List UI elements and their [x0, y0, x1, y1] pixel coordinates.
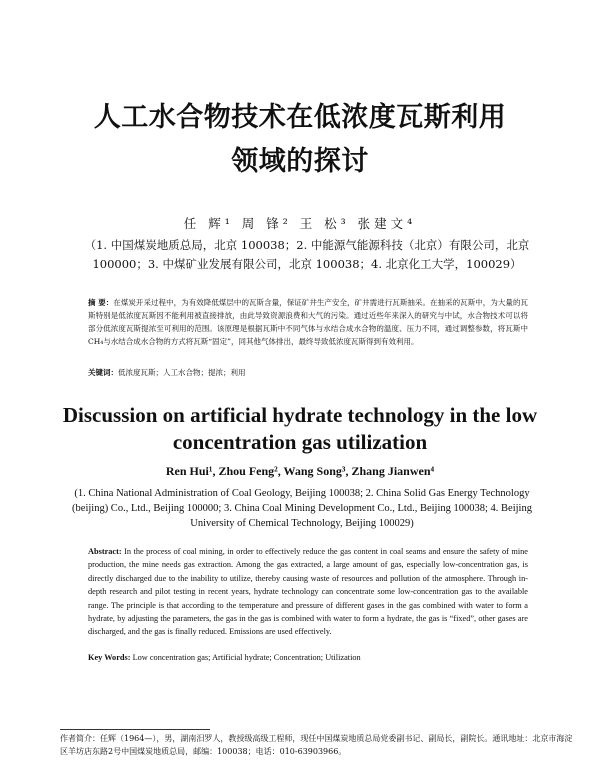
chinese-keywords-label: 关键词：	[88, 368, 118, 377]
english-title	[40, 402, 560, 456]
chinese-title	[40, 96, 560, 184]
english-abstract-label: Abstract:	[88, 547, 122, 556]
chinese-abstract	[88, 296, 528, 348]
author-footnote: 作者简介：任辉（1964—），男，湖南汨罗人，教授级高级工程师，现任中国煤炭地质总局党委副书记、副局长，副院长。通讯地址：北京市海淀区羊坊店东路2号中国煤炭地质总局，邮编：100038；电话：010-63903966。	[60, 734, 573, 756]
english-keywords-text: Low concentration gas; Artificial hydrate; Concentration; Utilization	[132, 653, 361, 662]
chinese-title-line-2: 领域的探讨	[231, 146, 369, 177]
english-keywords-label: Key Words:	[88, 653, 131, 662]
chinese-authors: 任 辉¹ 周 锋² 王 松³ 张建文⁴	[183, 216, 417, 231]
english-title-line-1: Discussion on artificial hydrate technology in the low	[62, 403, 538, 427]
chinese-abstract-text: 在煤炭开采过程中，为有效降低煤层中的瓦斯含量，保证矿井生产安全，矿井需进行瓦斯抽采。在抽采的瓦斯中，为大量的瓦斯特别是低浓度瓦斯因不能利用被直接排放，由此导致资源浪费和大气的污染。通过近些年来深入的研究与中试，水合物技术可以将部分低浓度瓦斯提浓至可利用的范围。该原理是根据瓦斯中不同气体与水结合成水合物的温度、压力不同，通过调整参数，将瓦斯中CH₄与水结合成水合物的方式将瓦斯“固定”，同其他气体排出，最终导致低浓度瓦斯得到有效利用。	[88, 298, 528, 346]
english-title-line-2: concentration gas utilization	[172, 430, 428, 454]
english-keywords	[88, 653, 528, 662]
chinese-affiliations: （1. 中国煤炭地质总局，北京 100038；2. 中能源气能源科技（北京）有限公司，北京 100000；3. 中煤矿业发展有限公司，北京 100038；4. 北京化工大学，100029）	[84, 238, 530, 271]
english-affiliations: (1. China National Administration of Coal Geology, Beijing 100038; 2. China Solid Gas Energy Technology (beijing) Co., Ltd., Beijing 100000; 3. China Coal Mining Development Co., Ltd., Beijing 100038; 4. Beijing University of Chemical Technology, Beijing 100029)	[72, 488, 532, 529]
english-authors: Ren Hui¹, Zhou Feng², Wang Song³, Zhang Jianwen⁴	[165, 464, 435, 478]
chinese-title-line-1: 人工水合物技术在低浓度瓦斯利用	[93, 102, 507, 133]
english-abstract	[88, 545, 528, 639]
chinese-abstract-label: 摘 要：	[88, 298, 114, 307]
chinese-keywords-text: 低浓度瓦斯；人工水合物；提浓；利用	[118, 368, 246, 377]
chinese-keywords	[88, 366, 528, 379]
english-abstract-text: In the process of coal mining, in order to effectively reduce the gas content in coal seams and ensure the safety of mine production, the mine needs gas extraction. Among the gas extracted, a large amount of gas, especially low-concentration gas, is directly discharged due to the inability to utilize, thereby causing waste of resources and pollution of the atmosphere. Through in-depth research and pilot testing in recent years, hydrate technology can concentrate some low-concentration gas to the available range. The principle is that according to the temperature and pressure of different gases in the gas combined with water to form a hydrate, by adjusting the parameters, the gas in the gas is combined with water to form a hydrate, the gas is “fixed”, other gases are discharged, and the gas is finally reduced. Emissions are used effectively.	[88, 547, 528, 637]
footnote-divider	[60, 729, 210, 730]
